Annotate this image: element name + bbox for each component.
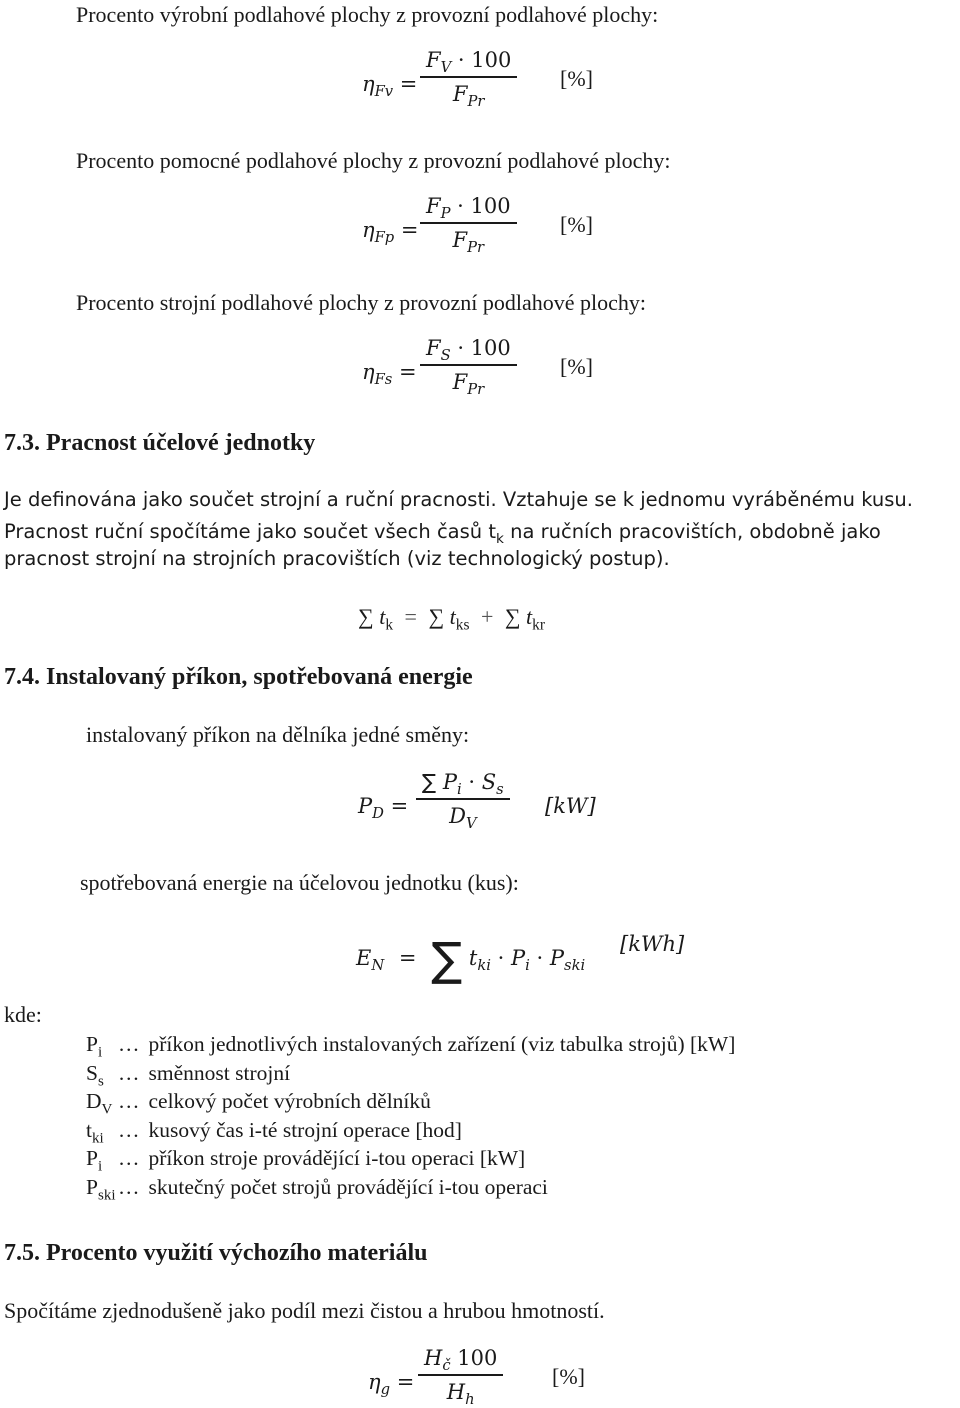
fv-lhs: $\eta_{Fv}$ =: [362, 72, 418, 101]
fv-caption: Procento výrobní podlahové plochy z provozní podlahové plochy:: [76, 2, 659, 27]
g-lhs: $\eta_g$ =: [368, 1370, 415, 1399]
fp-fraction: $F_P \cdot 100$ $F_{Pr}$: [420, 194, 517, 252]
fv-unit: [%]: [560, 66, 593, 91]
pd-lhs: $P_D$ =: [358, 794, 409, 823]
s73-sum-equation: ∑ $t_k$ = ∑ $t_{ks}$ + ∑ $t_{kr}$: [358, 604, 545, 634]
s73-paragraph-2: Pracnost ruční spočítáme jako součet všech časů $t_k$ na ručních pracovištích, obdobně jako: [4, 520, 881, 547]
section-heading-7-3: 7.3. Pracnost účelové jednotky: [4, 430, 316, 456]
s73-paragraph-1: Je definována jako součet strojní a ruční pracnosti. Vztahuje se k jednomu vyráběnému kusu.: [4, 488, 913, 511]
fp-unit: [%]: [560, 212, 593, 237]
pd-unit: [kW]: [545, 794, 596, 818]
s75-paragraph: Spočítáme zjednodušeně jako podíl mezi čistou a hrubou hmotností.: [4, 1298, 605, 1323]
g-fraction: $H_č$ 100 $H_h$: [418, 1346, 503, 1404]
definition-item: $P_{ski}$ … skutečný počet strojů provádějící i-tou operaci: [86, 1174, 548, 1203]
definition-item: $t_{ki}$ … kusový čas i-té strojní operace [hod]: [86, 1117, 462, 1146]
g-unit: [%]: [552, 1364, 585, 1389]
definition-item: $P_i$ … příkon stroje provádějící i-tou operaci [kW]: [86, 1146, 526, 1175]
pd-fraction: ∑ $P_i \cdot S_s$ $D_V$: [416, 770, 510, 828]
fv-fraction: $F_V \cdot 100$ $F_{Pr}$: [420, 48, 517, 106]
definition-item: $P_i$ … příkon jednotlivých instalovaných zařízení (viz tabulka strojů) [kW]: [86, 1032, 736, 1061]
definition-item: $S_s$ … směnnost strojní: [86, 1060, 291, 1089]
pd-caption: instalovaný příkon na dělníka jedné směny:: [86, 722, 470, 747]
definition-item: $D_V$ … celkový počet výrobních dělníků: [86, 1089, 431, 1118]
definition-list: [86, 1030, 735, 1201]
section-heading-7-5: 7.5. Procento využití výchozího materiálu: [4, 1240, 428, 1266]
fs-unit: [%]: [560, 354, 593, 379]
en-unit: [kWh]: [620, 932, 685, 956]
en-caption: spotřebovaná energie na účelovou jednotku (kus):: [80, 870, 519, 895]
fp-lhs: $\eta_{Fp}$ =: [362, 218, 419, 247]
en-equation: $E_N$ = ∑ $t_{ki} \cdot P_i \cdot P_{ski}$: [356, 932, 586, 986]
fs-fraction: $F_S \cdot 100$ $F_{Pr}$: [420, 336, 517, 394]
fp-caption: Procento pomocné podlahové plochy z provozní podlahové plochy:: [76, 148, 671, 173]
fs-caption: Procento strojní podlahové plochy z provozní podlahové plochy:: [76, 290, 647, 315]
fs-lhs: $\eta_{Fs}$ =: [362, 360, 417, 389]
kde-label: kde:: [4, 1002, 42, 1027]
section-heading-7-4: 7.4. Instalovaný příkon, spotřebovaná energie: [4, 664, 473, 690]
s73-paragraph-3: pracnost strojní na strojních pracovištích (viz technologický postup).: [4, 547, 670, 570]
